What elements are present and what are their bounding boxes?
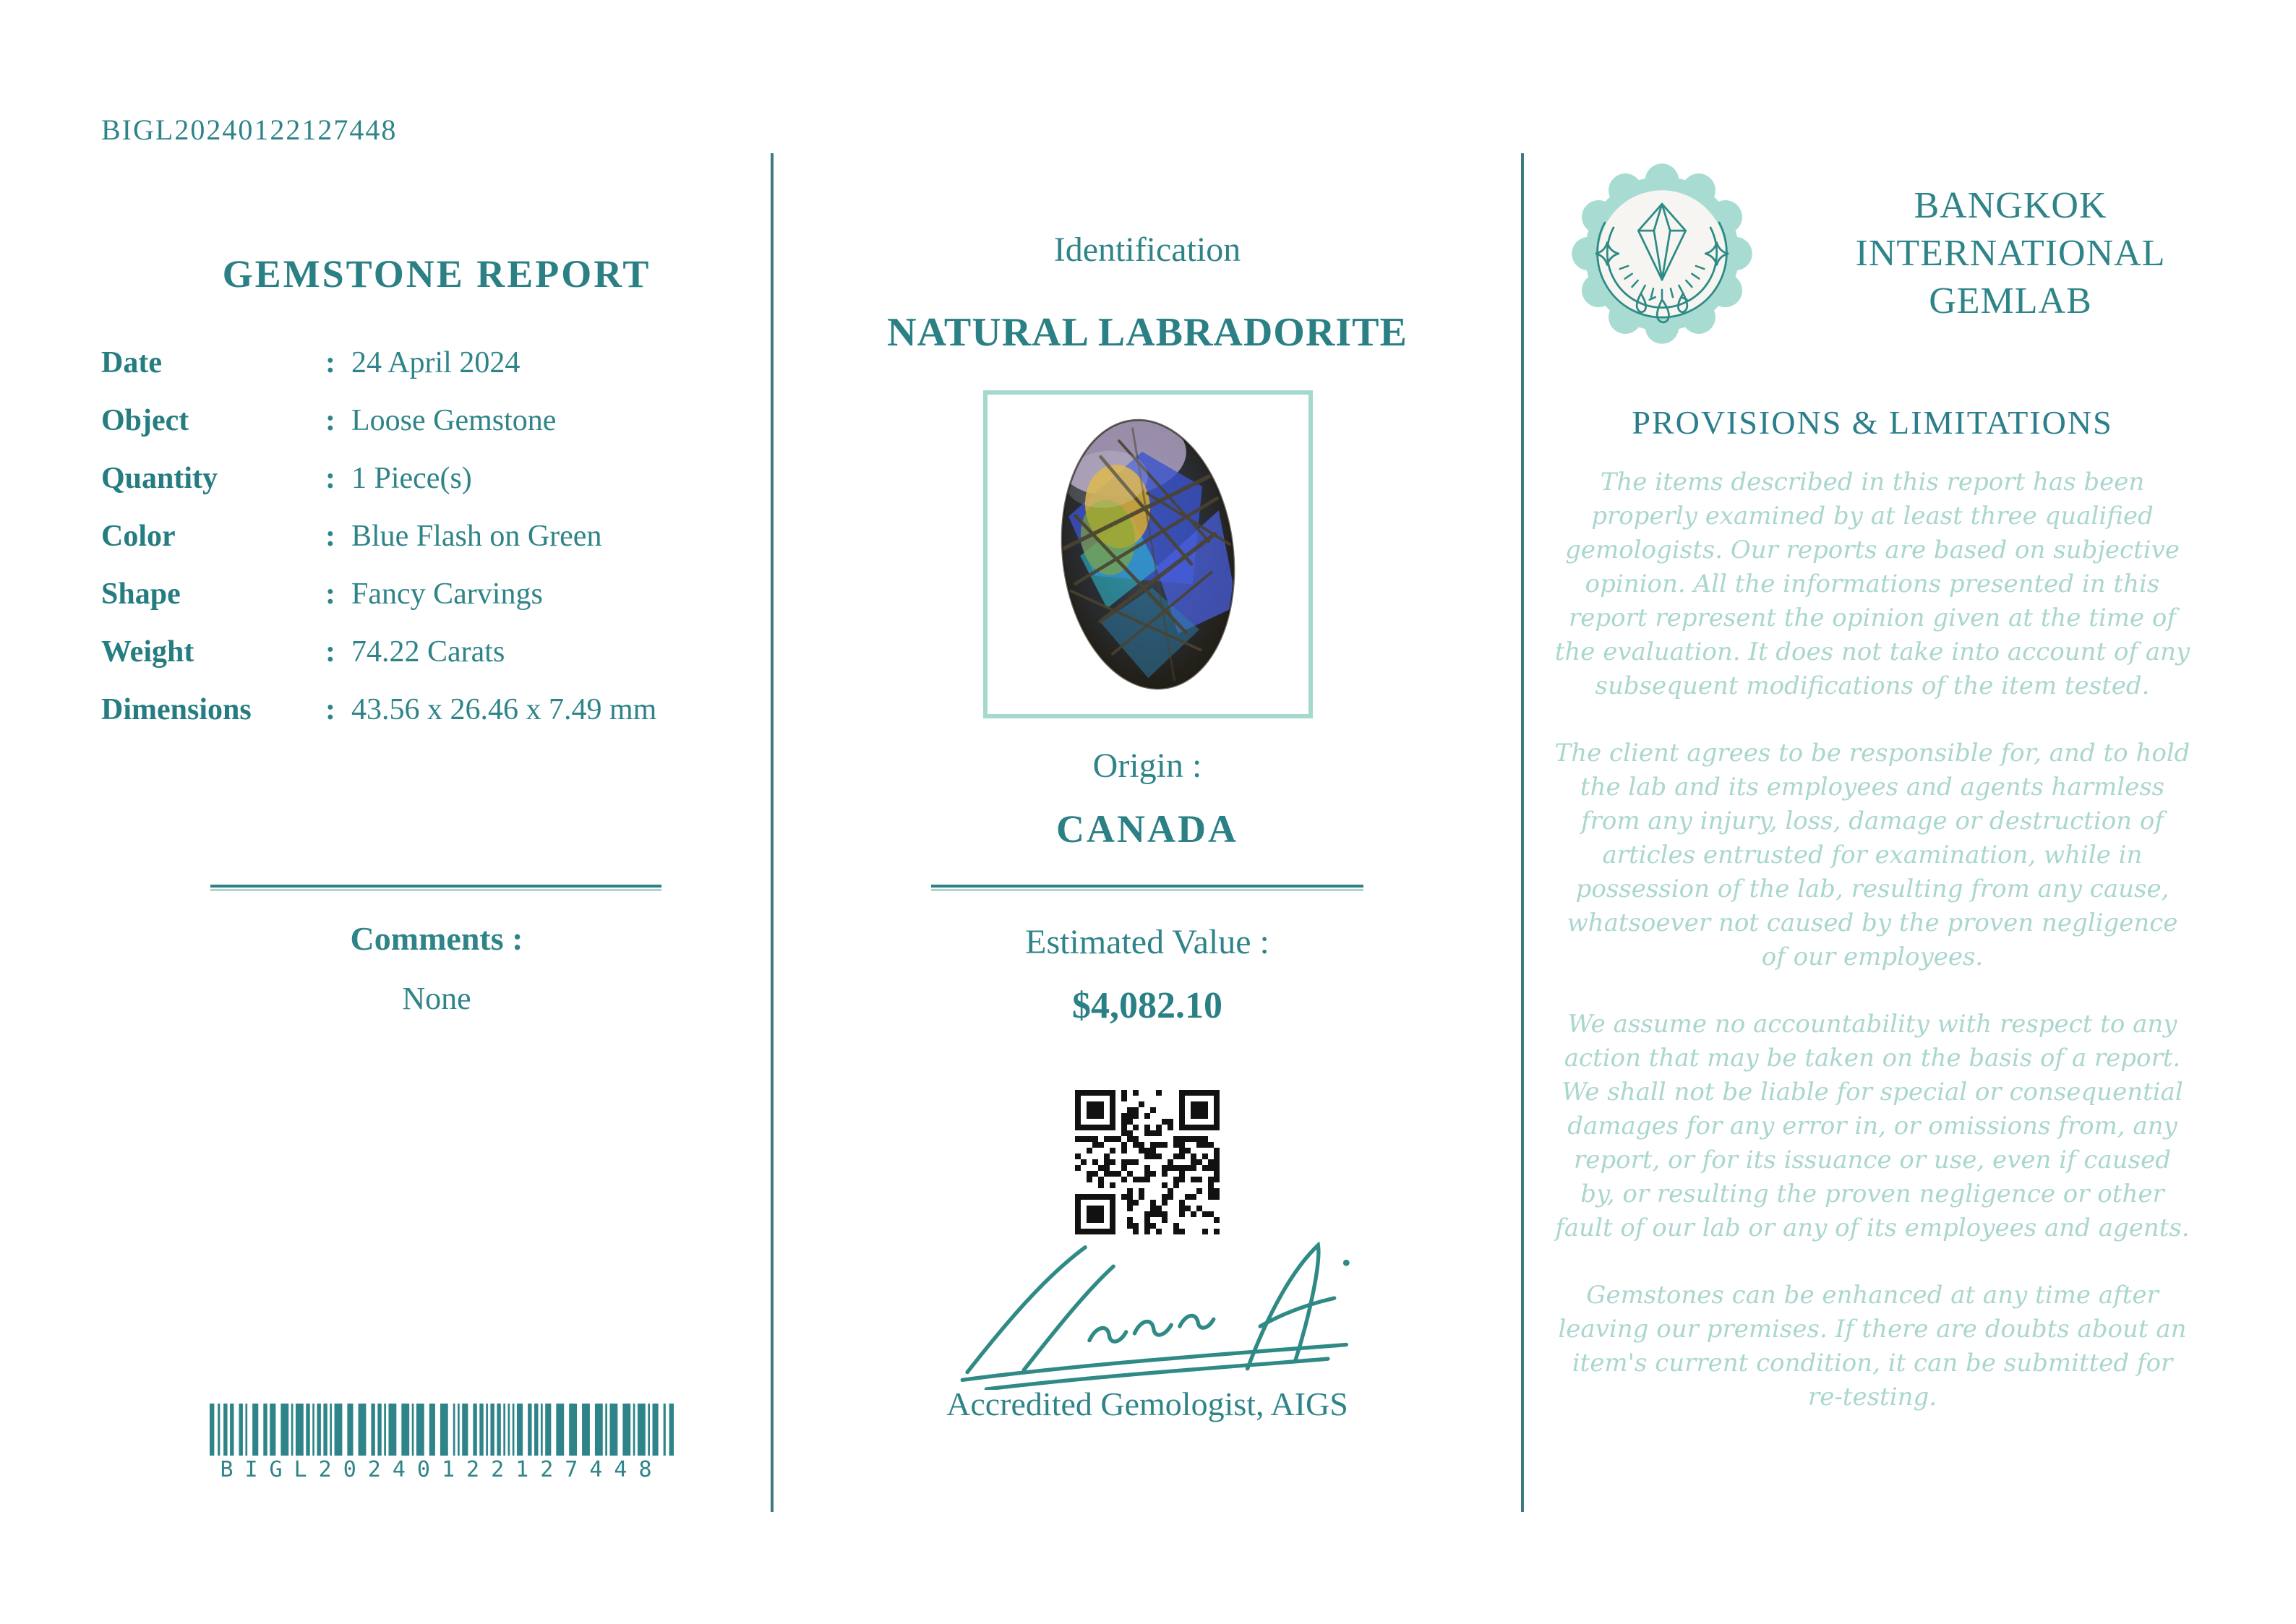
field-value: Fancy Carvings — [351, 577, 543, 611]
provisions-paragraph: We assume no accountability with respect to any action that may be taken on the basis of a report. We shall not be liable for special or consequential damages for any error in, or omissions from, any report, or for its issuance or use, even if caused by, or resulting the proven negligence or other fault of our lab or any of its employees and agents. — [1555, 1010, 2190, 1242]
field-value: Blue Flash on Green — [351, 520, 602, 553]
field-label: Quantity — [101, 462, 218, 495]
field-label: Shape — [101, 577, 181, 611]
gem-name: NATURAL LABRADORITE — [887, 310, 1408, 355]
report-field-row — [101, 692, 772, 750]
gem-photo-frame — [983, 390, 1313, 718]
origin-label: Origin : — [1092, 747, 1202, 785]
estimated-value-label: Estimated Value : — [1025, 923, 1269, 961]
field-label: Object — [101, 404, 189, 437]
report-title: GEMSTONE REPORT — [222, 252, 651, 296]
field-label: Weight — [101, 635, 194, 669]
certificate-number: BIGL20240122127448 — [101, 113, 398, 146]
field-label: Date — [101, 346, 162, 379]
field-value: Loose Gemstone — [351, 404, 557, 437]
gemologist-signature — [925, 1242, 1369, 1390]
barcode-text: BIGL20240122127448 — [220, 1457, 664, 1482]
estimated-value: $4,082.10 — [1072, 985, 1222, 1026]
provisions-paragraph: The items described in this report has been properly examined by at least three qualified gemologists. Our reports are based on subjective opinion. All the informations presented in this report represent the opinion given at the time of the evaluation. It does not take into account of any subsequent modifications of the item tested. — [1554, 468, 2190, 700]
barcode — [210, 1404, 674, 1482]
identification-label: Identification — [1053, 231, 1241, 269]
signature-icon — [925, 1242, 1369, 1390]
report-field-row — [101, 519, 772, 577]
field-separator: : — [325, 693, 335, 726]
lab-name — [1780, 182, 2241, 325]
comments-divider — [210, 885, 661, 888]
signatory-title: Accredited Gemologist, AIGS — [946, 1385, 1348, 1422]
lab-name-line: GEMLAB — [1929, 280, 2092, 322]
gem-photo — [1050, 413, 1246, 696]
lab-name-line: BANGKOK — [1914, 185, 2107, 226]
lab-header — [1569, 160, 2241, 347]
field-separator: : — [325, 577, 335, 611]
qr-code-icon — [1075, 1090, 1220, 1234]
field-separator: : — [325, 346, 335, 379]
field-value: 74.22 Carats — [351, 635, 505, 669]
value-divider — [931, 885, 1363, 888]
report-field-row — [101, 461, 772, 519]
field-separator: : — [325, 520, 335, 553]
origin-value: CANADA — [1056, 807, 1238, 851]
provisions-paragraph: Gemstones can be enhanced at any time after leaving our premises. If there are doubts about an item's current condition, it can be submitted for re-testing. — [1558, 1281, 2187, 1412]
field-separator: : — [325, 462, 335, 495]
lab-name-line: INTERNATIONAL — [1855, 233, 2166, 274]
provisions-title: PROVISIONS & LIMITATIONS — [1632, 404, 2113, 441]
lab-logo-icon — [1569, 160, 1755, 347]
provisions-text — [1554, 465, 2190, 1448]
field-label: Dimensions — [101, 693, 252, 726]
field-label: Color — [101, 520, 176, 553]
field-value: 24 April 2024 — [351, 346, 521, 379]
field-separator: : — [325, 635, 335, 669]
report-fields — [101, 345, 772, 750]
comments-value: None — [402, 981, 471, 1016]
barcode-bars-icon — [210, 1404, 674, 1456]
field-value: 43.56 x 26.46 x 7.49 mm — [351, 693, 657, 726]
field-separator: : — [325, 404, 335, 437]
provisions-paragraph: The client agrees to be responsible for, and to hold the lab and its employees and agents harmless from any injury, loss, damage or destruction of articles entrusted for examination, while in possession of the lab, resulting from any cause, whatsoever not caused by the proven negligence of our employees. — [1554, 739, 2190, 971]
comments-label: Comments : — [350, 920, 523, 957]
report-field-row — [101, 635, 772, 692]
report-field-row — [101, 345, 772, 403]
field-value: 1 Piece(s) — [351, 462, 472, 495]
report-field-row — [101, 577, 772, 635]
report-field-row — [101, 403, 772, 461]
